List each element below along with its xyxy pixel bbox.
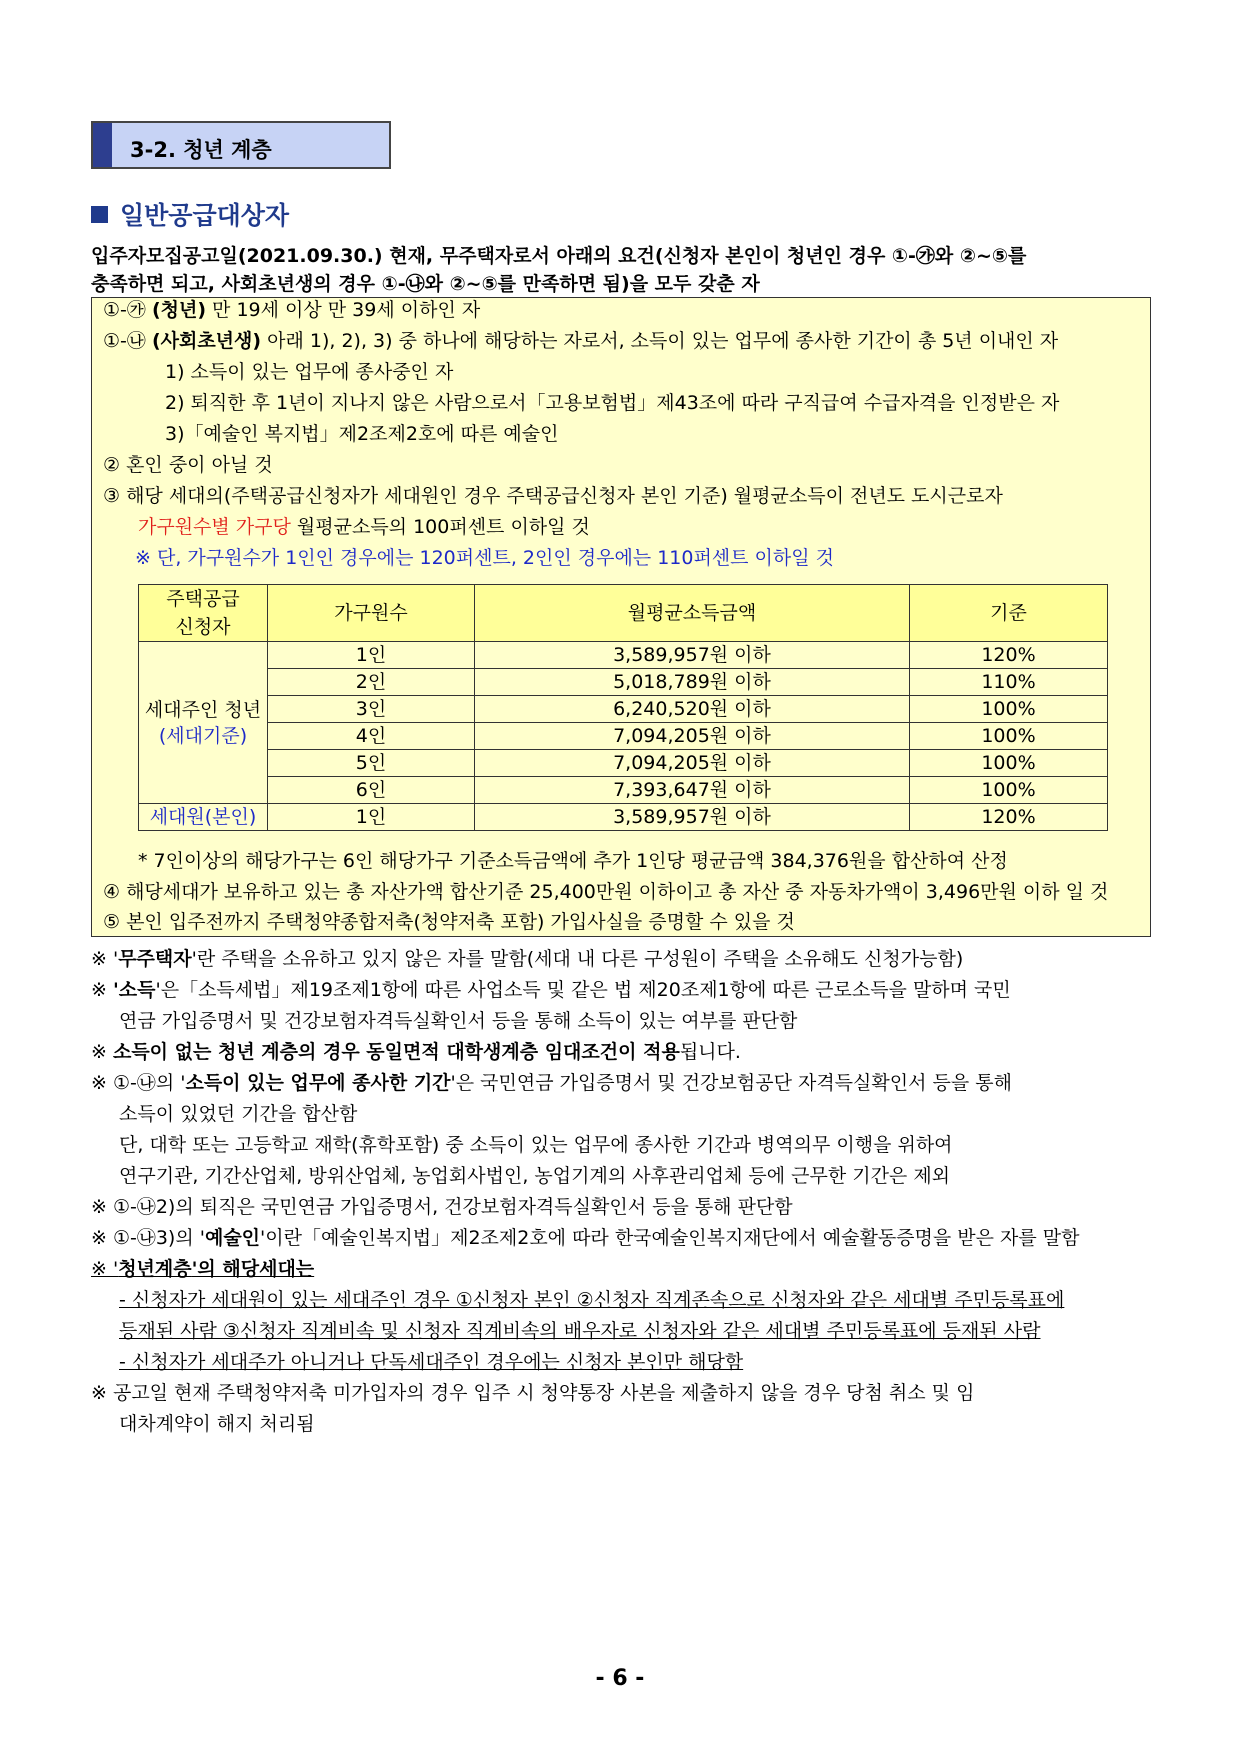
req-4: ④ 해당세대가 보유하고 있는 총 자산가액 합산기준 25,400만원 이하이고 총 자산 중 자동차가액이 3,496만원 이하 일 것	[103, 881, 1109, 903]
note-4-cont-3: 연구기관, 기간산업체, 방위산업체, 농업회사법인, 농업기계의 사후관리업체 등에 근무한 기간은 제외	[119, 1165, 951, 1187]
table-header-applicant-line-2: 신청자	[175, 616, 231, 638]
table-header-members: 가구원수	[268, 585, 475, 642]
table-cell-members: 6인	[268, 777, 475, 804]
table-row	[139, 777, 1108, 804]
req-1b-mark: ①-㉯	[103, 330, 146, 352]
income-table	[138, 584, 1108, 831]
note-1-term: 무주택자	[118, 948, 192, 970]
note-6-prefix: ※ ①-㉯3)의 '	[91, 1227, 205, 1249]
table-cell-income: 3,589,957원 이하	[475, 804, 910, 831]
note-4	[91, 1070, 1012, 1096]
note-7-term: 청년계층	[118, 1258, 192, 1280]
table-row	[139, 669, 1108, 696]
table-header-row	[139, 585, 1108, 642]
note-2-text: '은「소득세법」제19조제1항에 따른 사업소득 및 같은 법 제20조제1항에 따른 근로소득을 말하며 국민	[155, 979, 1011, 1001]
note-2-cont: 연금 가입증명서 및 건강보험자격득실확인서 등을 통해 소득이 있는 여부를 판단함	[119, 1010, 798, 1032]
table-cell-income: 6,240,520원 이하	[475, 696, 910, 723]
section-title-box	[91, 121, 391, 169]
intro-line-1: 입주자모집공고일(2021.09.30.) 현재, 무주택자로서 아래의 요건(신청자 본인이 청년인 경우 ①-㉮와 ②~⑤를	[91, 245, 1027, 267]
table-cell-members: 1인	[268, 642, 475, 669]
req-1b-text: 아래 1), 2), 3) 중 하나에 해당하는 자로서, 소득이 있는 업무에 종사한 기간이 총 5년 이내인 자	[261, 330, 1059, 352]
note-4-term: 소득이 있는 업무에 종사한 기간	[185, 1072, 451, 1094]
table-cell-criteria: 110%	[910, 669, 1108, 696]
note-3-bold: 소득이 없는 청년 계층의 경우 동일면적 대학생계층 임대조건이 적용	[112, 1041, 680, 1063]
table-cell-criteria: 100%	[910, 750, 1108, 777]
req-1a-text: 만 19세 이상 만 39세 이하인 자	[206, 299, 481, 321]
note-7-item-1-cont: 등재된 사람 ③신청자 직계비속 및 신청자 직계비속의 배우자로 신청자와 같은 세대별 주민등록표에 등재된 사람	[119, 1320, 1041, 1342]
note-1	[91, 946, 963, 972]
req-1a	[103, 297, 480, 323]
table-header-income: 월평균소득금액	[475, 585, 910, 642]
section-title: 3-2. 청년 계층	[130, 138, 272, 162]
table-row	[139, 696, 1108, 723]
req-3-line-2-text: 월평균소득의 100퍼센트 이하일 것	[290, 516, 590, 538]
heading-text: 일반공급대상자	[120, 201, 290, 230]
table-group-householder-line-2: (세대기준)	[158, 724, 248, 747]
note-2-prefix: ※	[91, 979, 113, 1001]
req-3-line-2	[138, 514, 590, 540]
table-cell-criteria: 100%	[910, 777, 1108, 804]
req-1b	[103, 328, 1058, 354]
note-6	[91, 1225, 1079, 1251]
page-number: - 6 -	[595, 1666, 645, 1691]
req-5: ⑤ 본인 입주전까지 주택청약종합저축(청약저축 포함) 가입사실을 증명할 수 있을 것	[103, 911, 795, 933]
table-cell-income: 5,018,789원 이하	[475, 669, 910, 696]
table-group-householder	[139, 642, 268, 804]
note-7-prefix: ※ '	[91, 1258, 119, 1280]
note-3-prefix: ※	[91, 1041, 113, 1063]
table-header-applicant-line-1: 주택공급	[166, 588, 240, 610]
note-7	[91, 1256, 314, 1282]
table-cell-income: 3,589,957원 이하	[475, 642, 910, 669]
table-cell-income: 7,094,205원 이하	[475, 750, 910, 777]
table-group-householder-line-1: 세대주인 청년	[144, 698, 262, 721]
note-4-cont-2: 단, 대학 또는 고등학교 재학(휴학포함) 중 소득이 있는 업무에 종사한 기간과 병역의무 이행을 위하여	[119, 1134, 953, 1156]
note-7-item-1: - 신청자가 세대원이 있는 세대주인 경우 ①신청자 본인 ②신청자 직계존속으로 신청자와 같은 세대별 주민등록표에	[119, 1289, 1065, 1311]
note-6-term: 예술인	[204, 1227, 261, 1249]
table-header-applicant	[139, 585, 268, 642]
req-1a-label: (청년)	[151, 299, 207, 321]
table-row	[139, 723, 1108, 750]
note-8-cont: 대차계약이 해지 처리됨	[119, 1413, 315, 1435]
table-cell-members: 4인	[268, 723, 475, 750]
square-bullet-icon	[91, 206, 108, 223]
note-8: ※ 공고일 현재 주택청약저축 미가입자의 경우 입주 시 청약통장 사본을 제출하지 않을 경우 당첨 취소 및 임	[91, 1382, 975, 1404]
note-4-text: '은 국민연금 가입증명서 및 건강보험공단 자격득실확인서 등을 통해	[450, 1072, 1012, 1094]
note-5: ※ ①-㉯2)의 퇴직은 국민연금 가입증명서, 건강보험자격득실확인서 등을 통해 판단함	[91, 1196, 793, 1218]
note-3-text: 됩니다.	[679, 1041, 741, 1063]
note-4-prefix: ※ ①-㉯의 '	[91, 1072, 186, 1094]
note-4-cont-1: 소득이 있었던 기간을 합산함	[119, 1103, 358, 1125]
table-group-member: 세대원(본인)	[139, 804, 268, 831]
req-2: ② 혼인 중이 아닐 것	[103, 454, 273, 476]
note-3	[91, 1039, 741, 1065]
heading	[91, 196, 289, 232]
table-cell-criteria: 100%	[910, 723, 1108, 750]
intro-line-2: 충족하면 되고, 사회초년생의 경우 ①-㉯와 ②~⑤를 만족하면 됨)을 모두 갖춘 자	[91, 273, 760, 295]
intro-paragraph	[91, 242, 1153, 298]
note-2	[91, 977, 1011, 1003]
table-cell-members: 5인	[268, 750, 475, 777]
req-sub-3: 3)「예술인 복지법」제2조제2호에 따른 예술인	[165, 423, 559, 445]
table-cell-criteria: 120%	[910, 804, 1108, 831]
req-3-line-1: ③ 해당 세대의(주택공급신청자가 세대원인 경우 주택공급신청자 본인 기준) 월평균소득이 전년도 도시근로자	[103, 485, 1003, 507]
req-1a-mark: ①-㉮	[103, 299, 146, 321]
table-row	[139, 750, 1108, 777]
table-footnote: * 7인이상의 해당가구는 6인 해당가구 기준소득금액에 추가 1인당 평균금액 384,376원을 합산하여 산정	[138, 850, 1008, 872]
table-row	[139, 642, 1108, 669]
req-1b-label: (사회초년생)	[151, 330, 262, 352]
table-cell-income: 7,393,647원 이하	[475, 777, 910, 804]
req-3-highlight: 가구원수별 가구당	[138, 516, 291, 538]
table-cell-members: 3인	[268, 696, 475, 723]
note-2-term: '소득	[112, 979, 156, 1001]
table-cell-income: 7,094,205원 이하	[475, 723, 910, 750]
table-cell-criteria: 100%	[910, 696, 1108, 723]
note-7-item-2: - 신청자가 세대주가 아니거나 단독세대주인 경우에는 신청자 본인만 해당함	[119, 1351, 744, 1373]
req-sub-1: 1) 소득이 있는 업무에 종사중인 자	[165, 361, 454, 383]
req-3-note: ※ 단, 가구원수가 1인인 경우에는 120퍼센트, 2인인 경우에는 110퍼센트 이하일 것	[135, 547, 835, 569]
table-cell-members: 1인	[268, 804, 475, 831]
note-1-prefix: ※ '	[91, 948, 119, 970]
table-row	[139, 804, 1108, 831]
table-cell-members: 2인	[268, 669, 475, 696]
note-6-text: '이란「예술인복지법」제2조제2호에 따라 한국예술인복지재단에서 예술활동증명을 받은 자를 말함	[260, 1227, 1080, 1249]
table-cell-criteria: 120%	[910, 642, 1108, 669]
section-title-bar	[93, 123, 112, 167]
table-header-criteria: 기준	[910, 585, 1108, 642]
note-1-text: '란 주택을 소유하고 있지 않은 자를 말함(세대 내 다른 구성원이 주택을 소유해도 신청가능함)	[191, 948, 964, 970]
note-7-text: '의 해당세대는	[191, 1258, 315, 1280]
req-sub-2: 2) 퇴직한 후 1년이 지나지 않은 사람으로서「고용보험법」제43조에 따라 구직급여 수급자격을 인정받은 자	[165, 392, 1060, 414]
